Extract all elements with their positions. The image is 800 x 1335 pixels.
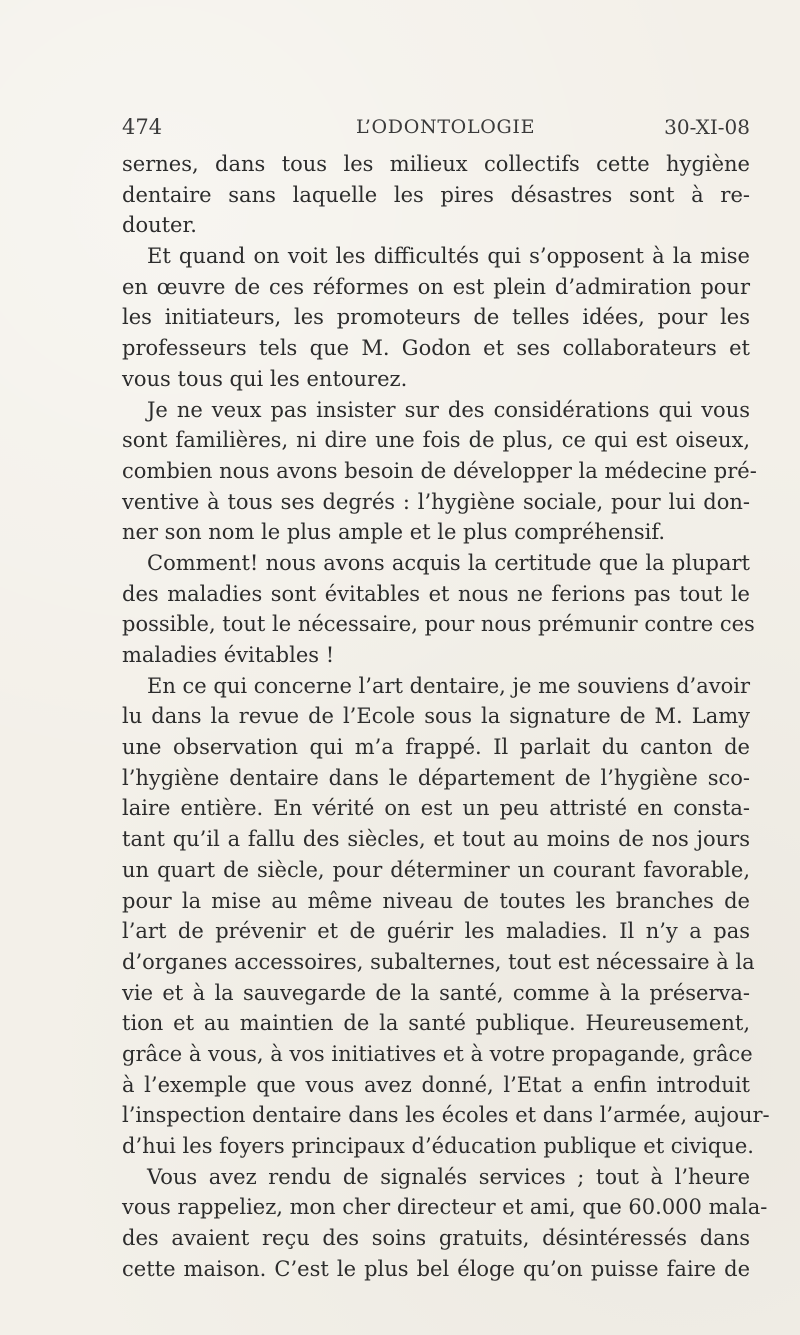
- text-line: En ce qui concerne l’art dentaire, je me souviens d’avoir: [147, 673, 750, 698]
- text-line: pour la mise au même niveau de toutes les branches de: [122, 888, 750, 913]
- text-line: vous rappeliez, mon cher directeur et ami, que 60.000 mala-: [122, 1195, 768, 1220]
- text-line: Comment! nous avons acquis la certitude que la plupart: [147, 550, 750, 575]
- text-line: maladies évitables !: [122, 643, 335, 667]
- text-line: l’art de prévenir et de guérir les maladies. Il n’y a pas: [122, 919, 750, 944]
- text-line: cette maison. C’est le plus bel éloge qu’on puisse faire de: [122, 1256, 750, 1281]
- text-line: en œuvre de ces réformes on est plein d’admiration pour: [122, 274, 750, 299]
- text-line: ner son nom le plus ample et le plus compréhensif.: [122, 520, 666, 545]
- text-line: laire entière. En vérité on est un peu attristé en consta-: [122, 796, 750, 821]
- text-line: douter.: [122, 213, 197, 238]
- text-line: possible, tout le nécessaire, pour nous prémunir contre ces: [122, 612, 755, 637]
- text-line: tant qu’il a fallu des siècles, et tout au moins de nos jours: [122, 827, 750, 852]
- text-line: ventive à tous ses degrés : l’hygiène sociale, pour lui don-: [122, 489, 750, 514]
- text-line: vous tous qui les entourez.: [122, 366, 408, 391]
- text-line: combien nous avons besoin de développer la médecine pré-: [122, 458, 757, 483]
- text-line: sernes, dans tous les milieux collectifs cette hygiène: [122, 152, 750, 176]
- issue-date: 30-XI-08: [664, 115, 750, 139]
- text-line: tion et au maintien de la santé publique. Heureusement,: [122, 1011, 750, 1036]
- text-line: des avaient reçu des soins gratuits, désintéressés dans: [122, 1226, 750, 1251]
- page-number: 474: [122, 115, 163, 139]
- text-line: à l’exemple que vous avez donné, l’Etat a enfin introduit: [122, 1072, 750, 1097]
- text-line: d’hui les foyers principaux d’éducation publique et civique.: [122, 1134, 754, 1158]
- text-line: grâce à vous, à vos initiatives et à votre propagande, grâce: [122, 1041, 753, 1066]
- page-header: [122, 112, 750, 142]
- text-line: des maladies sont évitables et nous ne ferions pas tout le: [122, 581, 750, 606]
- text-line: sont familières, ni dire une fois de plus, ce qui est oiseux,: [122, 428, 750, 453]
- text-line: Je ne veux pas insister sur des considérations qui vous: [147, 397, 750, 422]
- text-line: un quart de siècle, pour déterminer un courant favorable,: [122, 857, 750, 882]
- text-line: Vous avez rendu de signalés services ; tout à l’heure: [147, 1164, 750, 1189]
- text-line: les initiateurs, les promoteurs de telles idées, pour les: [122, 305, 750, 330]
- text-line: vie et à la sauvegarde de la santé, comme à la préserva-: [122, 980, 750, 1005]
- text-line: l’hygiène dentaire dans le département de l’hygiène sco-: [122, 765, 750, 790]
- text-line: dentaire sans laquelle les pires désastres sont à re-: [122, 182, 750, 207]
- text-line: professeurs tels que M. Godon et ses collaborateurs et: [122, 336, 750, 361]
- text-line: une observation qui m’a frappé. Il parlait du canton de: [122, 735, 750, 760]
- text-line: d’organes accessoires, subalternes, tout est nécessaire à la: [122, 949, 755, 974]
- body-text: [122, 149, 770, 1284]
- text-line: Et quand on voit les difficultés qui s’opposent à la mise: [147, 244, 750, 269]
- text-line: lu dans la revue de l’Ecole sous la signature de M. Lamy: [122, 704, 750, 729]
- text-line: l’inspection dentaire dans les écoles et dans l’armée, aujour-: [122, 1103, 770, 1128]
- running-title: L’ODONTOLOGIE: [356, 116, 536, 138]
